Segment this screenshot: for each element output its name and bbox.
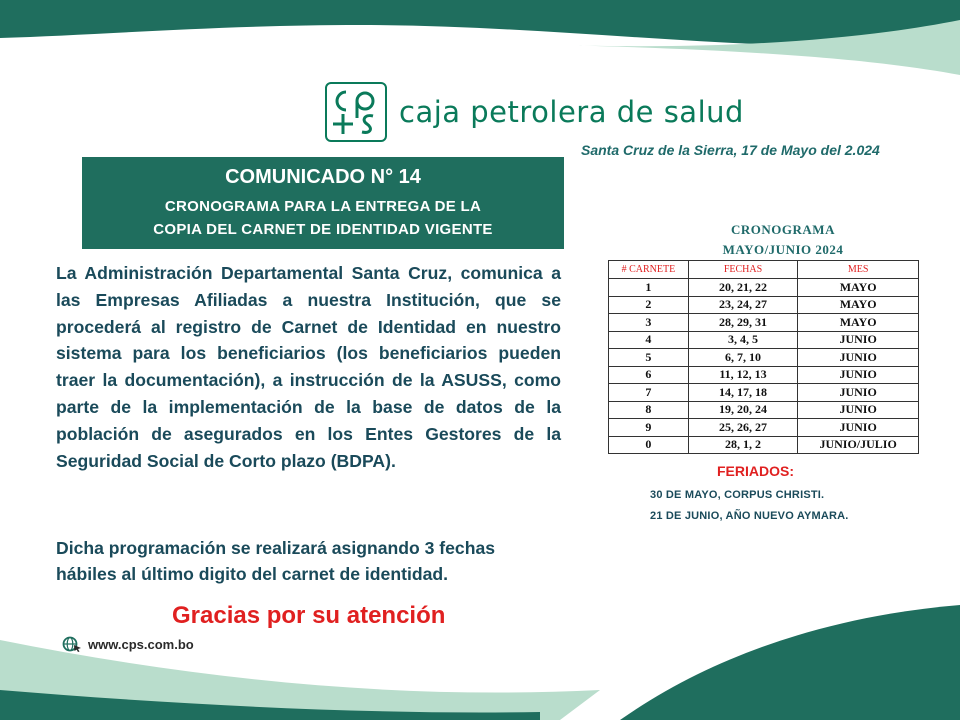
schedule-title-line1: CRONOGRAMA [731,222,835,237]
month: MAYO [798,279,919,297]
dates: 14, 17, 18 [688,384,798,402]
dates: 28, 1, 2 [688,436,798,454]
banner-subtitle-line2: COPIA DEL CARNET DE IDENTIDAD VIGENTE [153,221,493,238]
table-row [609,296,919,314]
dates: 3, 4, 5 [688,331,798,349]
announcement-banner [82,157,564,249]
holidays-title: FERIADOS: [717,463,794,479]
carnet-digit: 3 [609,314,689,332]
table-row [609,279,919,297]
month: JUNIO [798,349,919,367]
carnet-digit: 1 [609,279,689,297]
table-row [609,384,919,402]
dates: 23, 24, 27 [688,296,798,314]
dates: 19, 20, 24 [688,401,798,419]
globe-cursor-icon [62,636,82,652]
holiday-item: 30 DE MAYO, CORPUS CHRISTI. [650,489,825,501]
carnet-digit: 2 [609,296,689,314]
brand-logo [325,82,744,142]
month: JUNIO [798,419,919,437]
carnet-digit: 7 [609,384,689,402]
banner-subtitle-line1: CRONOGRAMA PARA LA ENTREGA DE LA [164,198,482,215]
schedule-title [690,220,876,260]
column-header-mes: MES [798,261,919,279]
body-paragraph-2: Dicha programación se realizará asignando 3 fechas hábiles al último digito del carnet de identidad. [56,538,496,584]
carnet-digit: 0 [609,436,689,454]
dates: 6, 7, 10 [688,349,798,367]
carnet-digit: 9 [609,419,689,437]
month: JUNIO [798,366,919,384]
month: JUNIO [798,331,919,349]
cps-logo-icon [325,82,387,142]
dates: 20, 21, 22 [688,279,798,297]
dates: 28, 29, 31 [688,314,798,332]
thanks-text: Gracias por su atención [172,602,446,629]
column-header-carnet: # CARNETE [609,261,689,279]
schedule-title-line2: MAYO/JUNIO 2024 [722,242,844,257]
table-row [609,419,919,437]
month: MAYO [798,296,919,314]
schedule-table [608,260,919,454]
banner-subtitle [82,195,564,241]
holiday-item: 21 DE JUNIO, AÑO NUEVO AYMARA. [650,510,849,522]
table-row [609,436,919,454]
website-link[interactable]: www.cps.com.bo [88,636,194,652]
table-row [609,331,919,349]
carnet-digit: 8 [609,401,689,419]
body-paragraph-1: La Administración Departamental Santa Cruz, comunica a las Empresas Afiliadas a nuestra Institución, que se procederá al registro de Carnet de Identidad en nuestro sistema para los beneficiarios (los beneficiarios pueden traer la documentación), a instrucción de la ASUSS, como parte de la implementación de la base de datos de la población de asegurados en los Entes Gestores de la Seguridad Social de Corto plazo (BDPA). [56,263,561,471]
table-row [609,401,919,419]
website[interactable] [62,636,194,652]
month: MAYO [798,314,919,332]
table-header-row [609,261,919,279]
dates: 25, 26, 27 [688,419,798,437]
table-row [609,349,919,367]
banner-title: COMUNICADO N° 14 [225,166,421,188]
table-row [609,314,919,332]
carnet-digit: 6 [609,366,689,384]
brand-name: caja petrolera de salud [399,95,744,129]
month: JUNIO [798,401,919,419]
month: JUNIO [798,384,919,402]
column-header-fechas: FECHAS [688,261,798,279]
dateline: Santa Cruz de la Sierra, 17 de Mayo del 2.024 [581,142,880,158]
month: JUNIO/JULIO [798,436,919,454]
dates: 11, 12, 13 [688,366,798,384]
carnet-digit: 5 [609,349,689,367]
carnet-digit: 4 [609,331,689,349]
table-row [609,366,919,384]
